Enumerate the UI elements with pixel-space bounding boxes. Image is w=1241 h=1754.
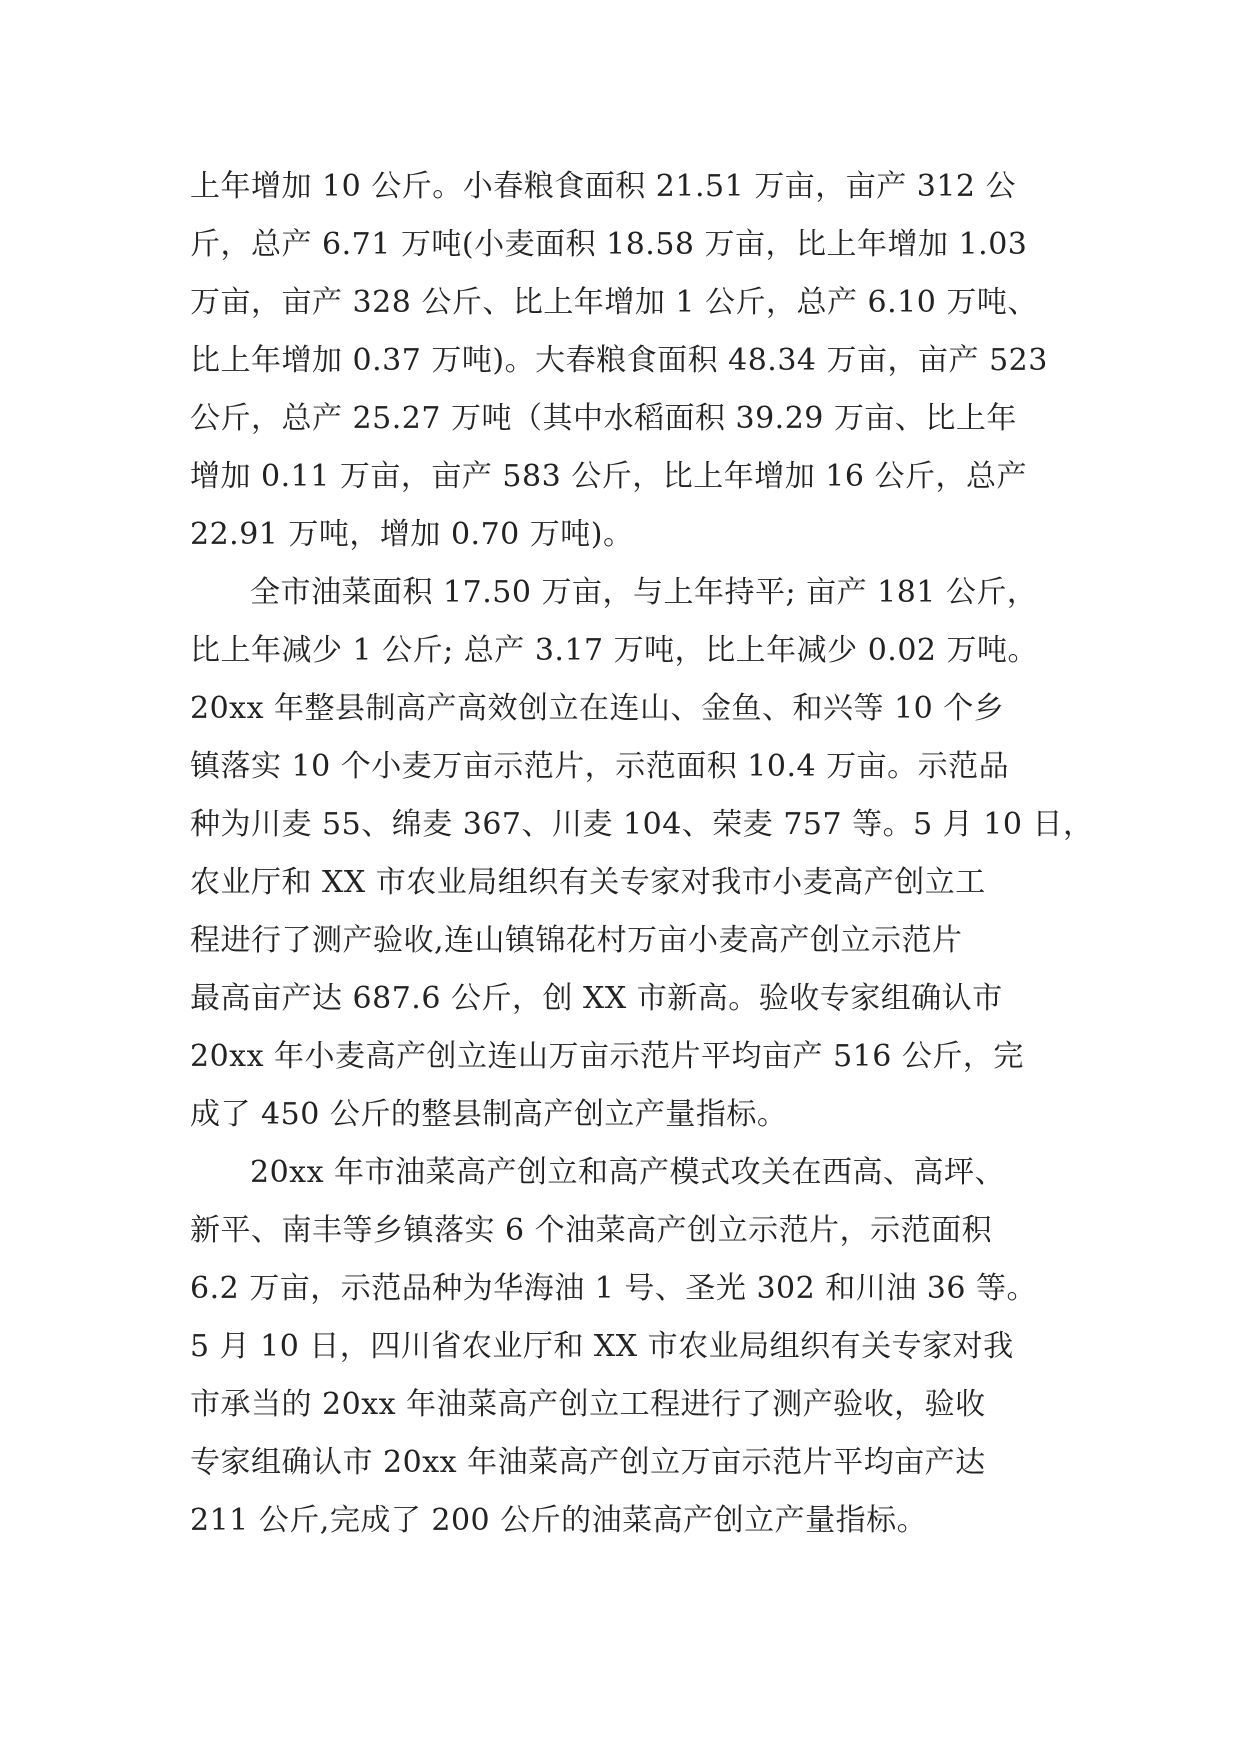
text-line: 20xx 年小麦高产创立连山万亩示范片平均亩产 516 公斤，完 [190,1039,1024,1074]
text-line: 增加 0.11 万亩，亩产 583 公斤，比上年增加 16 公斤，总产 [190,459,1027,494]
text-line: 比上年减少 1 公斤; 总产 3.17 万吨，比上年减少 0.02 万吨。 [190,633,1039,668]
text-line: 镇落实 10 个小麦万亩示范片，示范面积 10.4 万亩。示范品 [190,749,1010,784]
text-line: 斤，总产 6.71 万吨(小麦面积 18.58 万亩，比上年增加 1.03 [190,227,1028,262]
text-line: 22.91 万吨，增加 0.70 万吨)。 [190,517,634,552]
text-line: 农业厅和 XX 市农业局组织有关专家对我市小麦高产创立工 [190,865,986,900]
text-line: 5 月 10 日，四川省农业厅和 XX 市农业局组织有关专家对我 [190,1329,1014,1364]
document-body [190,158,1094,1550]
paragraph-first-line: 20xx 年市油菜高产创立和高产模式攻关在西高、高坪、 [250,1155,1006,1190]
text-line: 市承当的 20xx 年油菜高产创立工程进行了测产验收，验收 [190,1387,986,1422]
text-line: 成了 450 公斤的整县制高产创立产量指标。 [190,1097,788,1132]
text-line: 公斤，总产 25.27 万吨（其中水稻面积 39.29 万亩、比上年 [190,401,1017,436]
paragraph-first-line: 全市油菜面积 17.50 万亩，与上年持平; 亩产 181 公斤， [250,575,1038,610]
text-line: 上年增加 10 公斤。小春粮食面积 21.51 万亩，亩产 312 公 [190,169,1017,204]
text-line: 程进行了测产验收,连山镇锦花村万亩小麦高产创立示范片 [190,923,963,958]
text-line: 专家组确认市 20xx 年油菜高产创立万亩示范片平均亩产达 [190,1445,986,1480]
text-line: 比上年增加 0.37 万吨)。大春粮食面积 48.34 万亩，亩产 523 [190,343,1048,378]
text-line: 万亩，亩产 328 公斤、比上年增加 1 公斤，总产 6.10 万吨、 [190,285,1038,320]
text-line: 211 公斤,完成了 200 公斤的油菜高产创立产量指标。 [190,1503,928,1538]
text-line: 6.2 万亩，示范品种为华海油 1 号、圣光 302 和川油 36 等。 [190,1271,1037,1306]
text-line: 20xx 年整县制高产高效创立在连山、金鱼、和兴等 10 个乡 [190,691,1005,726]
text-line: 新平、南丰等乡镇落实 6 个油菜高产创立示范片，示范面积 [190,1213,993,1248]
text-line: 种为川麦 55、绵麦 367、川麦 104、荣麦 757 等。5 月 10 日， [190,807,1094,842]
text-line: 最高亩产达 687.6 公斤，创 XX 市新高。验收专家组确认市 [190,981,1003,1016]
